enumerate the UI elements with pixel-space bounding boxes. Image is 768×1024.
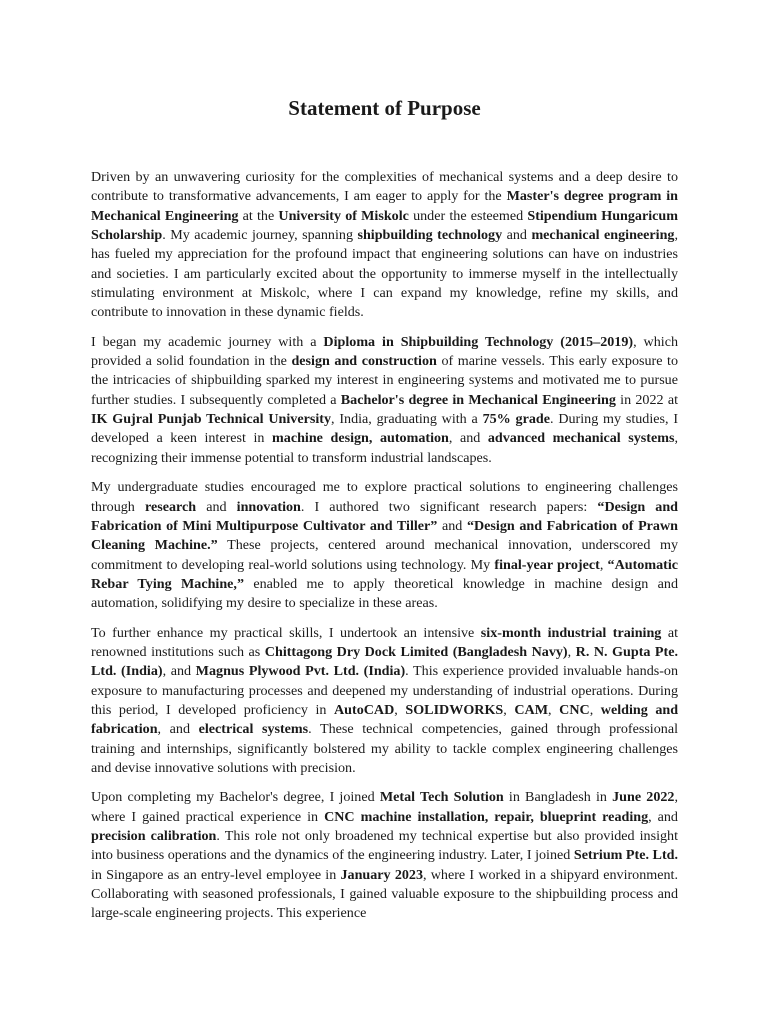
- text-segment: Upon completing my Bachelor's degree, I joined: [91, 789, 380, 806]
- text-segment: ,: [394, 701, 406, 718]
- document-title: Statement of Purpose: [288, 96, 481, 120]
- bold-text-segment: CNC machine installation, repair, blueprint reading: [324, 808, 649, 825]
- bold-text-segment: Metal Tech Solution: [379, 789, 504, 806]
- bold-text-segment: research: [144, 498, 197, 515]
- bold-text-segment: “Design and Fabrication of Prawn Cleaning Machine.”: [91, 517, 678, 554]
- bold-text-segment: Master's degree program in Mechanical Engineering: [91, 188, 678, 224]
- bold-text-segment: R. N. Gupta Pte. Ltd. (India): [91, 643, 679, 680]
- text-segment: at the: [238, 207, 279, 224]
- bold-text-segment: University of Miskolc: [278, 207, 409, 224]
- document-body: [91, 168, 678, 924]
- text-segment: , and: [162, 663, 196, 680]
- text-segment: , where I worked in a shipyard environment. Collaborating with seasoned professionals, I gained valuable exposure to the shipbuilding process and large-scale engineering projects. This experience: [91, 866, 678, 922]
- text-segment: in 2022 at: [615, 391, 678, 408]
- paragraph: [91, 478, 678, 613]
- text-segment: ,: [589, 701, 601, 718]
- paragraph: [91, 333, 678, 468]
- bold-text-segment: final-year project: [494, 556, 600, 573]
- text-segment: in Bangladesh in: [503, 789, 613, 806]
- bold-text-segment: machine design, automation: [272, 430, 449, 447]
- text-segment: These projects, centered around mechanical innovation, underscored my commitment to developing real-world solutions using technology. My: [91, 537, 679, 573]
- bold-text-segment: advanced mechanical systems: [487, 430, 675, 447]
- bold-text-segment: Setrium Pte. Ltd.: [573, 847, 679, 864]
- bold-text-segment: June 2022: [612, 789, 675, 806]
- bold-text-segment: shipbuilding technology: [357, 227, 503, 244]
- text-segment: , and: [157, 721, 199, 738]
- text-segment: and: [437, 517, 467, 534]
- text-segment: . During my studies, I developed a keen interest in: [91, 411, 679, 447]
- bold-text-segment: Chittagong Dry Dock Limited (Bangladesh Navy): [264, 643, 568, 660]
- paragraph: [91, 168, 678, 323]
- text-segment: , which provided a solid foundation in the: [91, 333, 679, 370]
- text-segment: , India, graduating with a: [331, 411, 483, 428]
- text-segment: and: [196, 498, 237, 515]
- paragraph: [91, 788, 678, 923]
- bold-text-segment: Stipendium Hungaricum Scholarship: [91, 207, 678, 244]
- bold-text-segment: Bachelor's degree in Mechanical Engineering: [340, 391, 616, 408]
- bold-text-segment: IK Gujral Punjab Technical University: [91, 411, 332, 428]
- bold-text-segment: 75% grade: [482, 411, 551, 428]
- text-segment: To further enhance my practical skills, I undertook an intensive: [91, 624, 481, 641]
- bold-text-segment: SOLIDWORKS: [405, 701, 504, 718]
- text-segment: at renowned institutions such as: [91, 624, 678, 660]
- text-segment: Driven by an unwavering curiosity for the complexities of mechanical systems and a deep desire to contribute to transformative advancements, I am eager to apply for the: [91, 169, 678, 205]
- text-segment: . These technical competencies, gained through professional training and internships, significantly bolstered my ability to tackle complex engineering challenges and devise innovative solutions with precision.: [91, 721, 678, 776]
- text-segment: of marine vessels. This early exposure to the intricacies of shipbuilding sparked my interest in engineering systems and motivated me to pursue further studies. I subsequently completed a: [91, 353, 679, 408]
- text-segment: ,: [567, 643, 576, 660]
- text-segment: . This experience provided invaluable hands-on exposure to manufacturing processes and deepened my understanding of industrial operations. During this period, I developed proficiency in: [91, 663, 679, 718]
- text-segment: My undergraduate studies encouraged me to explore practical solutions to engineering challenges through: [91, 479, 678, 515]
- paragraph: [91, 624, 678, 779]
- document-page: [91, 0, 678, 934]
- bold-text-segment: Magnus Plywood Pvt. Ltd. (India): [195, 663, 406, 680]
- bold-text-segment: “Automatic Rebar Tying Machine,”: [91, 556, 679, 592]
- text-segment: , recognizing their immense potential to transform industrial landscapes.: [91, 430, 678, 466]
- text-segment: ,: [599, 556, 608, 573]
- bold-text-segment: AutoCAD: [333, 701, 395, 718]
- bold-text-segment: Diploma in Shipbuilding Technology (2015–2019): [323, 333, 634, 350]
- text-segment: , and: [648, 808, 678, 825]
- bold-text-segment: January 2023: [340, 866, 424, 883]
- text-segment: ,: [503, 701, 515, 718]
- bold-text-segment: six-month industrial training: [480, 624, 662, 641]
- text-segment: in Singapore as an entry-level employee in: [91, 866, 341, 883]
- text-segment: , and: [448, 430, 488, 447]
- bold-text-segment: mechanical engineering: [531, 227, 675, 244]
- bold-text-segment: design and construction: [291, 353, 437, 370]
- text-segment: . My academic journey, spanning: [162, 227, 358, 244]
- bold-text-segment: “Design and Fabrication of Mini Multipurpose Cultivator and Tiller”: [91, 498, 678, 534]
- text-segment: I began my academic journey with a: [91, 333, 324, 350]
- bold-text-segment: electrical systems: [198, 721, 309, 738]
- text-segment: . I authored two significant research papers:: [300, 498, 598, 515]
- text-segment: . This role not only broadened my technical expertise but also provided insight into business operations and the dynamics of the engineering industry. Later, I joined: [91, 828, 679, 864]
- bold-text-segment: CNC: [559, 701, 590, 718]
- text-segment: ,: [548, 701, 560, 718]
- text-segment: under the esteemed: [408, 207, 528, 224]
- text-segment: enabled me to apply theoretical knowledge in machine design and automation, solidifying my desire to specialize in these areas.: [91, 575, 678, 612]
- text-segment: , has fueled my appreciation for the profound impact that engineering solutions can have on industries and societies. I am particularly excited about the opportunity to immerse myself in the intellectually stimulating environment at Miskolc, where I can expand my knowledge, refine my skills, and contribute to innovation in these dynamic fields.: [91, 227, 679, 321]
- bold-text-segment: innovation: [236, 498, 301, 515]
- bold-text-segment: precision calibration: [91, 828, 217, 844]
- bold-text-segment: welding and fabrication: [91, 701, 679, 738]
- text-segment: and: [502, 227, 532, 244]
- text-segment: , where I gained practical experience in: [91, 789, 678, 825]
- bold-text-segment: CAM: [514, 701, 549, 718]
